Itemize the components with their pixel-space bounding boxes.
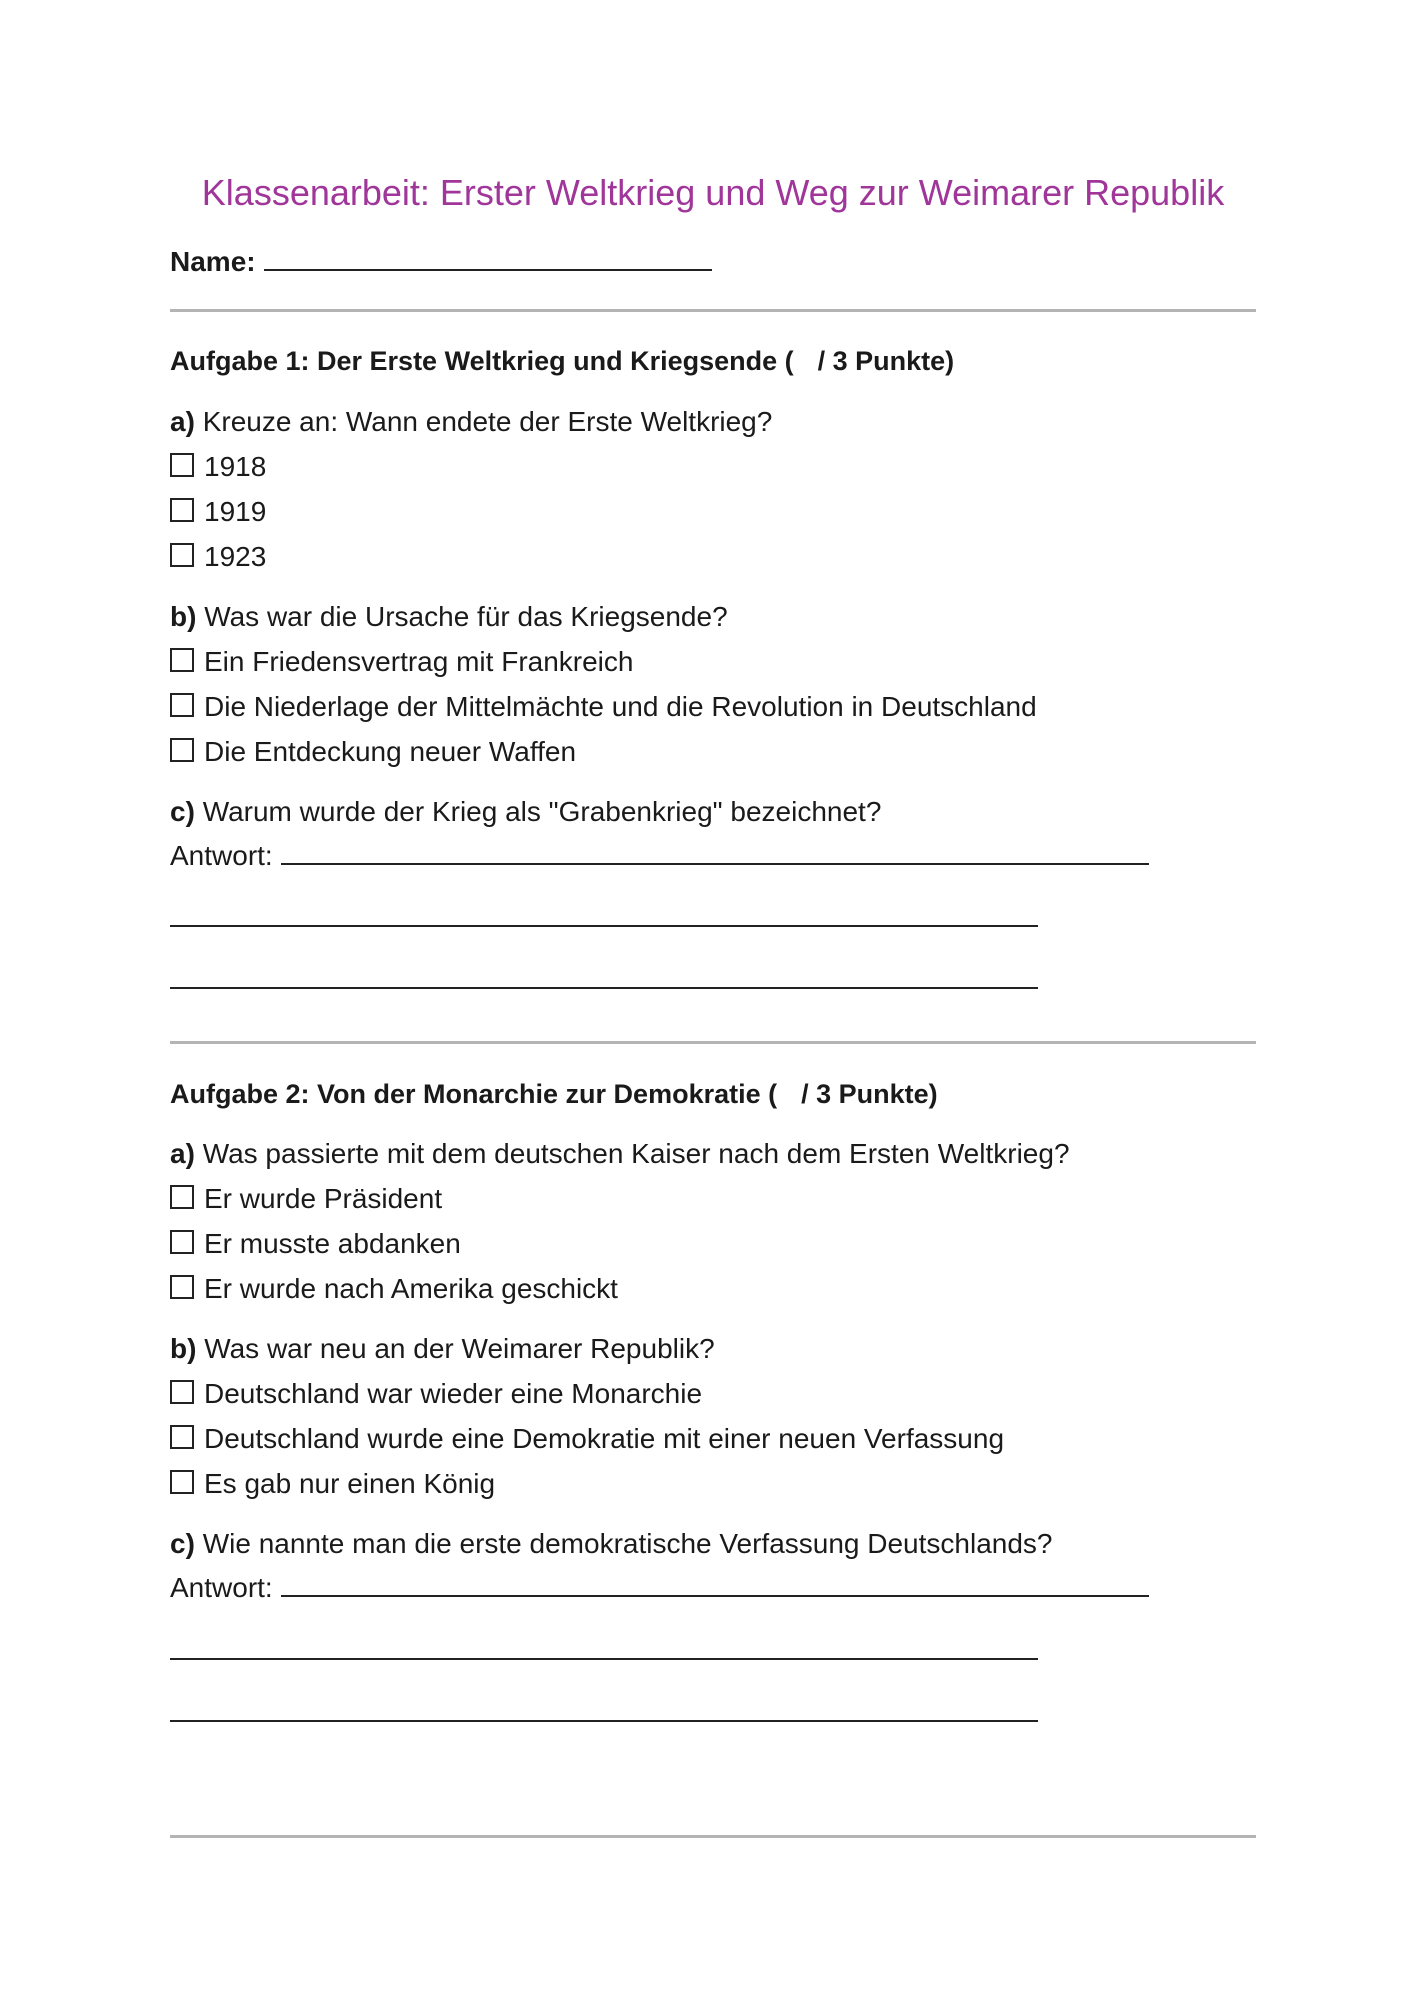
task2-c-prefix: c) [170,1528,195,1559]
checkbox-icon[interactable] [170,543,194,567]
answer-input-line[interactable] [281,1569,1149,1597]
checkbox-icon[interactable] [170,1425,194,1449]
task2-question-c [170,1528,1053,1560]
divider-rule [170,1835,1256,1838]
task1-b-option[interactable] [170,691,1037,723]
task1-b-option[interactable] [170,646,633,678]
option-label: Die Niederlage der Mittelmächte und die Revolution in Deutschland [204,691,1037,722]
task1-a-option[interactable] [170,541,266,573]
task1-question-b [170,601,728,633]
option-label: Es gab nur einen König [204,1468,496,1499]
name-field-row [170,243,712,278]
checkbox-icon[interactable] [170,1380,194,1404]
option-label: 1923 [204,541,267,572]
divider-rule [170,309,1256,312]
option-label: 1918 [204,451,267,482]
checkbox-icon[interactable] [170,738,194,762]
task1-a-text: Kreuze an: Wann endete der Erste Weltkrieg? [202,406,773,437]
task2-question-a [170,1138,1070,1170]
divider-rule [170,1041,1256,1044]
task1-a-prefix: a) [170,406,195,437]
answer-writing-line[interactable] [170,1720,1038,1722]
option-label: Er wurde Präsident [204,1183,443,1214]
checkbox-icon[interactable] [170,1230,194,1254]
task2-c-text: Wie nannte man die erste demokratische Verfassung Deutschlands? [202,1528,1053,1559]
checkbox-icon[interactable] [170,498,194,522]
task1-points: / 3 Punkte) [817,346,955,376]
task1-b-prefix: b) [170,601,197,632]
task1-b-option[interactable] [170,736,576,768]
task2-a-option[interactable] [170,1273,618,1305]
task1-c-prefix: c) [170,796,195,827]
task1-answer-row [170,837,1149,872]
answer-label: Antwort: [170,840,273,871]
answer-input-line[interactable] [281,837,1149,865]
task1-heading [170,346,954,377]
task1-question-a [170,406,772,438]
option-label: Deutschland war wieder eine Monarchie [204,1378,703,1409]
task2-question-b [170,1333,715,1365]
task1-a-option[interactable] [170,451,266,483]
checkbox-icon[interactable] [170,1470,194,1494]
checkbox-icon[interactable] [170,453,194,477]
option-label: 1919 [204,496,267,527]
checkbox-icon[interactable] [170,1185,194,1209]
option-label: Er wurde nach Amerika geschickt [204,1273,618,1304]
option-label: Ein Friedensvertrag mit Frankreich [204,646,634,677]
answer-writing-line[interactable] [170,1658,1038,1660]
task2-b-option[interactable] [170,1468,495,1500]
name-label: Name: [170,246,256,277]
task2-points: / 3 Punkte) [801,1079,938,1109]
checkbox-icon[interactable] [170,648,194,672]
task2-b-option[interactable] [170,1423,1004,1455]
task2-heading [170,1079,938,1110]
task1-b-text: Was war die Ursache für das Kriegsende? [204,601,728,632]
answer-writing-line[interactable] [170,987,1038,989]
checkbox-icon[interactable] [170,1275,194,1299]
task2-answer-row [170,1569,1149,1604]
task2-heading-text: Aufgabe 2: Von der Monarchie zur Demokratie ( [170,1079,778,1109]
task2-b-text: Was war neu an der Weimarer Republik? [204,1333,715,1364]
task2-a-text: Was passierte mit dem deutschen Kaiser nach dem Ersten Weltkrieg? [202,1138,1070,1169]
page-title: Klassenarbeit: Erster Weltkrieg und Weg zur Weimarer Republik [201,172,1225,213]
option-label: Die Entdeckung neuer Waffen [204,736,577,767]
task2-b-option[interactable] [170,1378,702,1410]
task2-b-prefix: b) [170,1333,197,1364]
task2-a-option[interactable] [170,1228,461,1260]
task1-question-c [170,796,881,828]
checkbox-icon[interactable] [170,693,194,717]
task1-c-text: Warum wurde der Krieg als "Grabenkrieg" bezeichnet? [202,796,882,827]
task1-heading-text: Aufgabe 1: Der Erste Weltkrieg und Kriegsende ( [170,346,794,376]
answer-writing-line[interactable] [170,925,1038,927]
option-label: Deutschland wurde eine Demokratie mit einer neuen Verfassung [204,1423,1005,1454]
option-label: Er musste abdanken [204,1228,461,1259]
task2-a-option[interactable] [170,1183,442,1215]
answer-label: Antwort: [170,1572,273,1603]
task2-a-prefix: a) [170,1138,195,1169]
task1-a-option[interactable] [170,496,266,528]
name-input-line[interactable] [264,243,712,271]
